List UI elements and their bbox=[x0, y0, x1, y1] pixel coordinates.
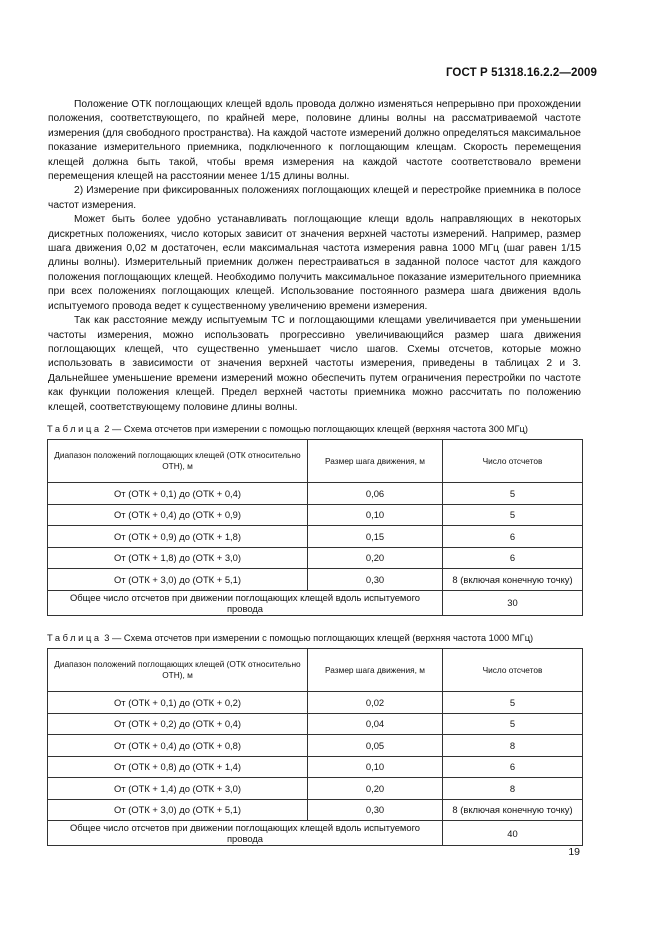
paragraph: Может быть более удобно устанавливать поглощающие клещи вдоль направляющих в некоторых дискретных положениях, число которых зависит от значения верхней частоты измерений. Например, размер шага движения 0,02 м достаточен, если максимальная частота измерения равна 1000 МГц (шаг равен 1/15 длины волны). Измерительный приемник должен перестраиваться в заданной полосе частот для каждого положения поглощающих клещей. Необходимо получить максимальное показание измерительного приемника при всех положениях поглощающих клещей. Использование постоянного размера шага движения вдоль испытуемого провода ведет к существенному увеличению времени измерения. bbox=[48, 214, 581, 312]
cell-step: 0,02 bbox=[308, 692, 443, 714]
cell-step: 0,20 bbox=[308, 778, 443, 800]
cell-range: От (ОТК + 3,0) до (ОТК + 5,1) bbox=[48, 569, 308, 591]
cell-count: 8 bbox=[443, 735, 583, 757]
cell-count: 8 (включая конечную точку) bbox=[443, 569, 583, 591]
table-2-caption bbox=[47, 424, 587, 434]
column-header-range: Диапазон положений поглощающих клещей (ОТК относительно ОТН), м bbox=[48, 649, 308, 692]
cell-count: 6 bbox=[443, 526, 583, 548]
cell-count: 5 bbox=[443, 504, 583, 526]
cell-step: 0,15 bbox=[308, 526, 443, 548]
cell-count: 5 bbox=[443, 713, 583, 735]
table-row bbox=[48, 692, 583, 714]
column-header-range: Диапазон положений поглощающих клещей (ОТК относительно ОТН), м bbox=[48, 440, 308, 483]
table-row bbox=[48, 526, 583, 548]
table-2 bbox=[47, 439, 583, 616]
cell-count: 6 bbox=[443, 547, 583, 569]
cell-step: 0,10 bbox=[308, 756, 443, 778]
table-row bbox=[48, 799, 583, 821]
paragraph: Положение ОТК поглощающих клещей вдоль провода должно изменяться непрерывно при прохождении положения, соответствующего, по крайней мере, половине длины волны на рассматриваемой частоте измерения (для свободного пространства). На каждой частоте измерений должно определяться максимальное показание измерительного приемника, подключенного к поглощающим клещам. Скорость перемещения клещей должна быть такой, чтобы время измерения на каждой частоте соответствовало времени перемещения клещей на расстоянии менее 1/15 длины волны. bbox=[48, 99, 581, 183]
cell-step: 0,05 bbox=[308, 735, 443, 757]
table-row bbox=[48, 756, 583, 778]
cell-step: 0,10 bbox=[308, 504, 443, 526]
cell-count: 5 bbox=[443, 483, 583, 505]
column-header-count: Число отсчетов bbox=[443, 440, 583, 483]
cell-step: 0,30 bbox=[308, 799, 443, 821]
column-header-count: Число отсчетов bbox=[443, 649, 583, 692]
cell-count: 6 bbox=[443, 756, 583, 778]
cell-step: 0,04 bbox=[308, 713, 443, 735]
total-label: Общее число отсчетов при движении поглощающих клещей вдоль испытуемого провода bbox=[48, 590, 443, 615]
column-header-step: Размер шага движения, м bbox=[308, 649, 443, 692]
paragraph: 2) Измерение при фиксированных положениях поглощающих клещей и перестройке приемника в полосе частот измерения. bbox=[48, 185, 581, 211]
cell-count: 5 bbox=[443, 692, 583, 714]
table-row bbox=[48, 569, 583, 591]
table-3-caption bbox=[47, 633, 587, 643]
cell-range: От (ОТК + 3,0) до (ОТК + 5,1) bbox=[48, 799, 308, 821]
cell-range: От (ОТК + 0,1) до (ОТК + 0,4) bbox=[48, 483, 308, 505]
table-header-row bbox=[48, 440, 583, 483]
document-header: ГОСТ Р 51318.16.2.2—2009 bbox=[445, 67, 597, 79]
page-number: 19 bbox=[568, 846, 580, 858]
table-row bbox=[48, 735, 583, 757]
table-2-caption-text: 2 — Схема отсчетов при измерении с помощью поглощающих клещей (верхняя частота 300 МГц) bbox=[101, 424, 528, 434]
cell-count: 8 bbox=[443, 778, 583, 800]
table-2-label: Таблица bbox=[47, 424, 102, 434]
column-header-step: Размер шага движения, м bbox=[308, 440, 443, 483]
cell-range: От (ОТК + 0,8) до (ОТК + 1,4) bbox=[48, 756, 308, 778]
table-3 bbox=[47, 648, 583, 846]
cell-range: От (ОТК + 0,2) до (ОТК + 0,4) bbox=[48, 713, 308, 735]
table-row bbox=[48, 547, 583, 569]
table-header-row bbox=[48, 649, 583, 692]
cell-step: 0,06 bbox=[308, 483, 443, 505]
cell-range: От (ОТК + 0,9) до (ОТК + 1,8) bbox=[48, 526, 308, 548]
cell-range: От (ОТК + 0,4) до (ОТК + 0,9) bbox=[48, 504, 308, 526]
table-3-label: Таблица bbox=[47, 633, 102, 643]
body-text bbox=[48, 98, 581, 415]
table-row bbox=[48, 778, 583, 800]
table-row bbox=[48, 713, 583, 735]
cell-count: 8 (включая конечную точку) bbox=[443, 799, 583, 821]
cell-step: 0,20 bbox=[308, 547, 443, 569]
total-value: 30 bbox=[443, 590, 583, 615]
total-value: 40 bbox=[443, 821, 583, 846]
cell-step: 0,30 bbox=[308, 569, 443, 591]
cell-range: От (ОТК + 0,1) до (ОТК + 0,2) bbox=[48, 692, 308, 714]
cell-range: От (ОТК + 1,8) до (ОТК + 3,0) bbox=[48, 547, 308, 569]
table-3-caption-text: 3 — Схема отсчетов при измерении с помощью поглощающих клещей (верхняя частота 1000 МГц) bbox=[101, 633, 534, 643]
table-row bbox=[48, 504, 583, 526]
table-total-row bbox=[48, 590, 583, 615]
table-total-row bbox=[48, 821, 583, 846]
paragraph: Так как расстояние между испытуемым ТС и поглощающими клещами увеличивается при уменьшении частоты измерения, можно использовать прогрессивно увеличивающийся размер шага движения поглощающих клещей, что существенно уменьшает число шагов. Схемы отсчетов, которые можно использовать в зависимости от значения верхней частоты измерения, приведены в таблицах 2 и 3. Дальнейшее уменьшение времени измерений можно обеспечить путем ограничения перестройки по частоте как функции положения клещей. Предел верхней частоты приемника можно рассчитать по положению клещей, соответствующему половине длины волны. bbox=[48, 315, 581, 413]
cell-range: От (ОТК + 0,4) до (ОТК + 0,8) bbox=[48, 735, 308, 757]
cell-range: От (ОТК + 1,4) до (ОТК + 3,0) bbox=[48, 778, 308, 800]
total-label: Общее число отсчетов при движении поглощающих клещей вдоль испытуемого провода bbox=[48, 821, 443, 846]
table-row bbox=[48, 483, 583, 505]
